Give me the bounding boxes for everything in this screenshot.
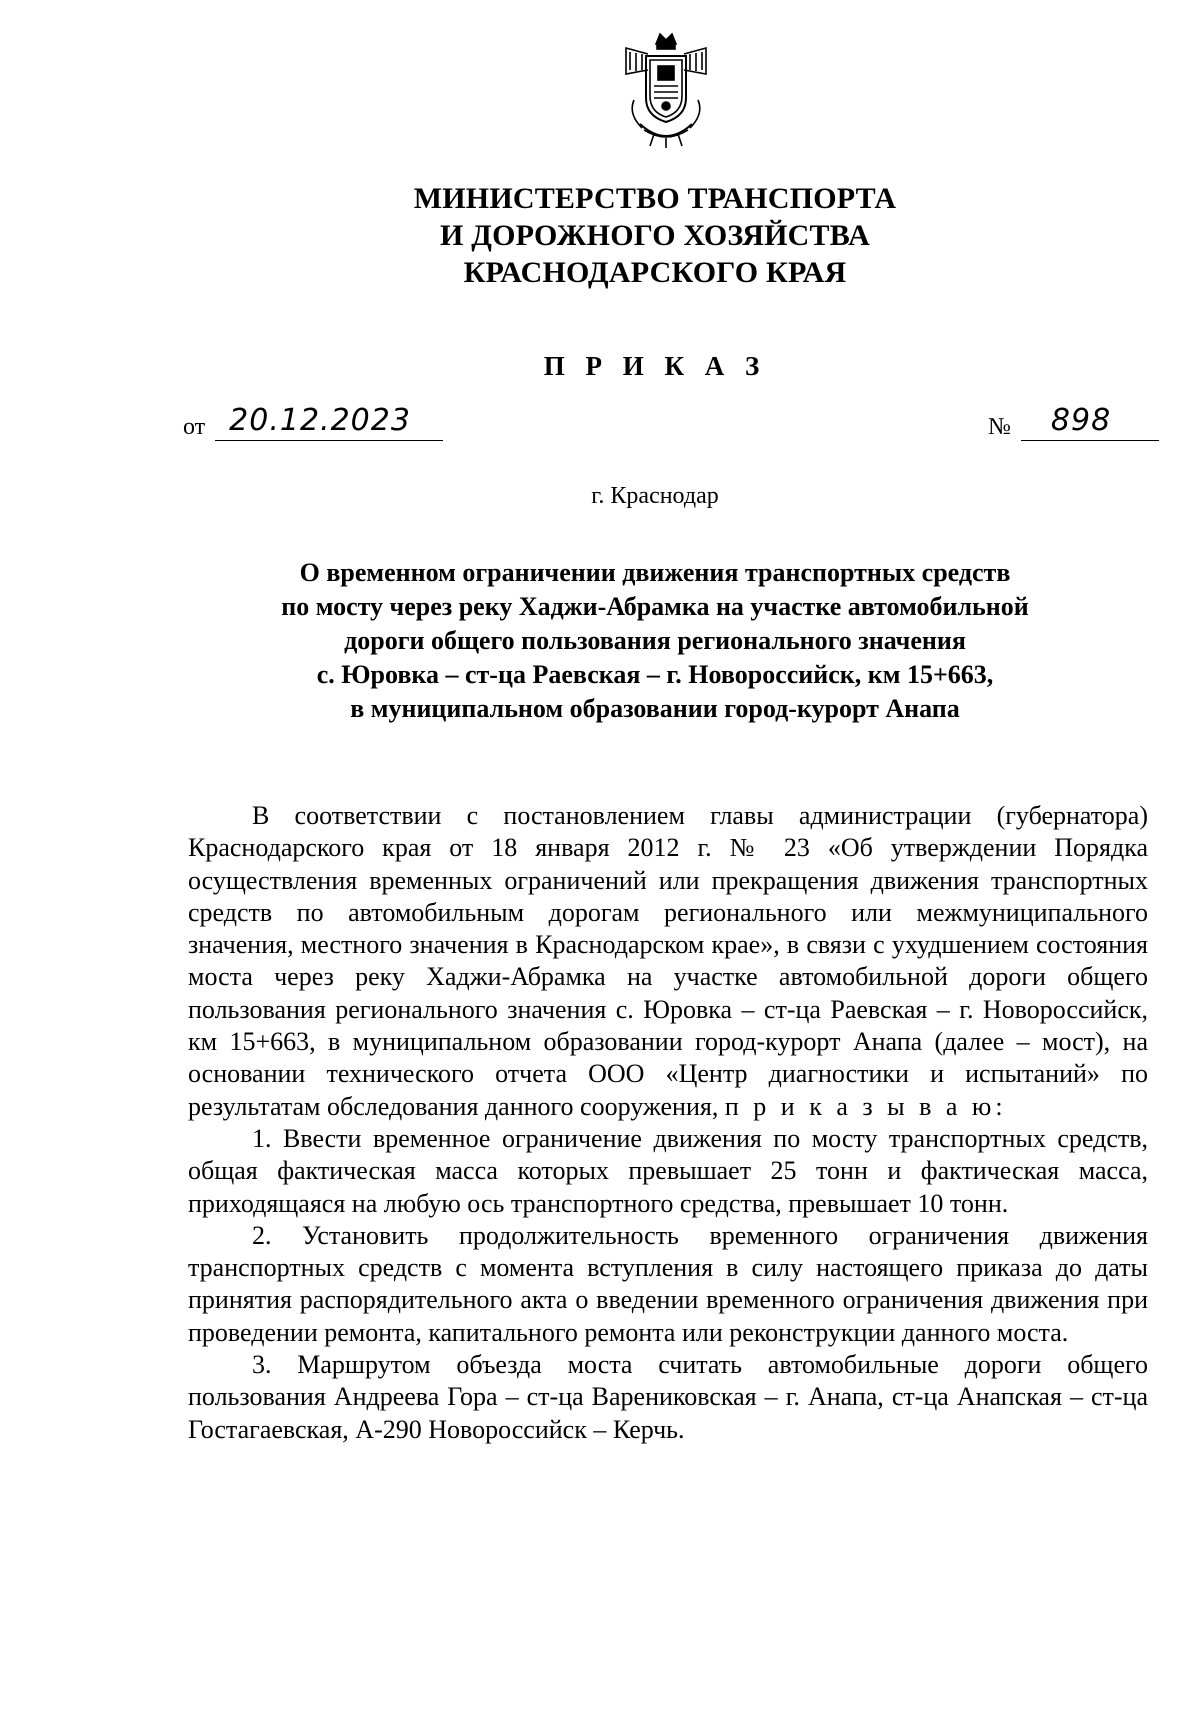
order-item: 1. Ввести временное ограничение движения по мосту транспортных средств, общая фактическая масса которых превышает 25 тонн и фактическая масса, приходящаяся на любую ось транспортного средства, превышает 10 тонн. bbox=[188, 1123, 1148, 1218]
order-word: п р и к а з ы в а ю: bbox=[724, 1091, 1007, 1121]
ministry-line: КРАСНОДАРСКОГО КРАЯ bbox=[463, 256, 847, 289]
handwritten-number: 898 bbox=[1050, 403, 1112, 438]
date-field bbox=[215, 403, 443, 441]
document-type-title: П Р И К А З bbox=[543, 351, 767, 381]
krasnodar-coat-of-arms-icon bbox=[620, 30, 712, 150]
ministry-line: МИНИСТЕРСТВО ТРАНСПОРТА bbox=[413, 182, 897, 215]
subject-line: в муниципальном образовании город-курорт Анапа bbox=[350, 694, 960, 723]
date-label: от bbox=[183, 414, 206, 440]
order-item: 2. Установить продолжительность временного ограничения движения транспортных средств с момента вступления в силу настоящего приказа до даты принятия распорядительного акта о введении временного ограничения движения при проведении ремонта, капитального ремонта или реконструкции данного моста. bbox=[188, 1220, 1148, 1347]
number-label: № bbox=[988, 414, 1011, 440]
order-subject bbox=[200, 556, 1110, 726]
subject-line: по мосту через реку Хаджи-Абрамка на участке автомобильной bbox=[281, 592, 1029, 621]
subject-line: дороги общего пользования регионального значения bbox=[344, 626, 966, 655]
preamble-text: В соответствии с постановлением главы администрации (губернатора) Краснодарского края от 18 января 2012 г. № 23 «Об утверждении Порядка осуществления временных ограничений или прекращения движения транспортных средств по автомобильным дорогам регионального или межмуниципального значения, местного значения в Краснодарском крае», в связи с ухудшением состояния моста через реку Хаджи-Абрамка на участке автомобильной дороги общего пользования регионального значения с. Юровка – ст-ца Раевская – г. Новороссийск, км 15+663, в муниципальном образовании город-курорт Анапа (далее – мост), на основании технического отчета ООО «Центр диагностики и испытаний» по результатам обследования данного сооружения, bbox=[188, 801, 1148, 1121]
number-field bbox=[1021, 403, 1159, 441]
preamble-paragraph bbox=[188, 800, 1148, 1123]
order-body bbox=[188, 800, 1148, 1446]
document-number bbox=[988, 403, 1159, 441]
city-line: г. Краснодар bbox=[591, 483, 719, 509]
subject-line: О временном ограничении движения транспортных средств bbox=[299, 558, 1011, 587]
handwritten-date: 20.12.2023 bbox=[229, 403, 411, 438]
subject-line: с. Юровка – ст-ца Раевская – г. Новороссийск, км 15+663, bbox=[316, 660, 994, 689]
ministry-name bbox=[300, 180, 1010, 291]
order-item: 3. Маршрутом объезда моста считать автомобильные дороги общего пользования Андреева Гора – ст-ца Варениковская – г. Анапа, ст-ца Анапская – ст-ца Гостагаевская, А-290 Новороссийск – Керчь. bbox=[188, 1350, 1148, 1444]
document-date bbox=[183, 403, 443, 441]
ministry-line: И ДОРОЖНОГО ХОЗЯЙСТВА bbox=[440, 219, 870, 252]
